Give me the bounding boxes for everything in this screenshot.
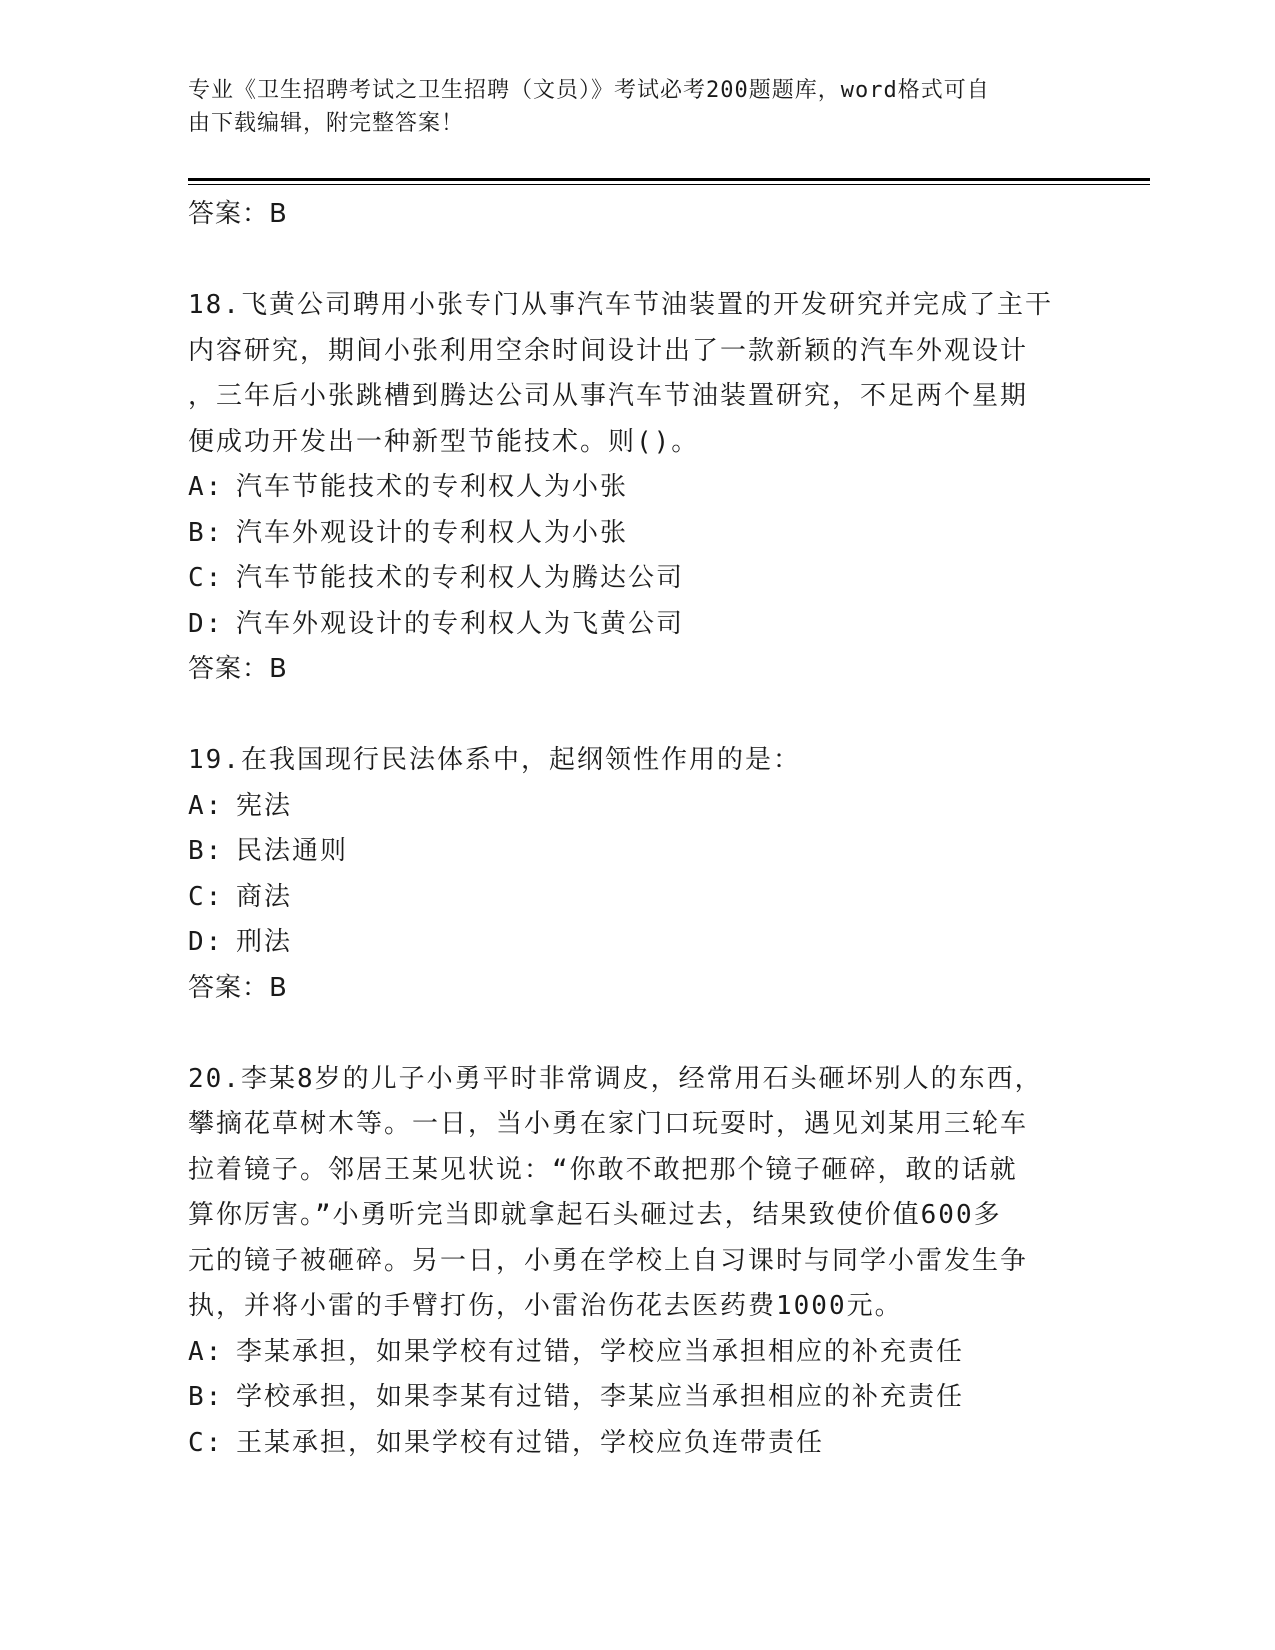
option-text: 刑法	[236, 927, 293, 957]
question-20	[188, 1057, 1088, 1467]
spacer	[188, 238, 1088, 284]
question-text-line: 攀摘花草树木等。一日，当小勇在家门口玩耍时，遇见刘某用三轮车	[188, 1109, 1029, 1139]
option-letter: D:	[188, 927, 224, 957]
option-text: 李某承担，如果学校有过错，学校应当承担相应的补充责任	[236, 1336, 965, 1367]
question-text-line: ，三年后小张跳槽到腾达公司从事汽车节油装置研究，不足两个星期	[188, 381, 1029, 411]
option-c	[188, 1421, 1088, 1467]
option-text: 宪法	[236, 790, 293, 821]
option-letter: A:	[188, 472, 224, 502]
option-a	[188, 1330, 1088, 1376]
document-body	[188, 192, 1088, 1466]
option-letter: A:	[188, 1336, 224, 1367]
option-letter: B:	[188, 517, 224, 548]
option-text: 汽车节能技术的专利权人为小张	[236, 472, 629, 502]
spacer	[188, 693, 1088, 739]
option-letter: B:	[188, 1382, 224, 1412]
option-letter: D:	[188, 608, 224, 639]
spacer	[188, 1011, 1088, 1057]
header-line-1: 专业《卫生招聘考试之卫生招聘（文员）》考试必考200题题库，word格式可自	[188, 78, 990, 103]
question-text-line: 20.李某8岁的儿子小勇平时非常调皮，经常用石头砸坏别人的东西，	[188, 1063, 1043, 1094]
question-text-line: 算你厉害。”小勇听完当即就拿起石头砸过去，结果致使价值600多	[188, 1200, 1002, 1230]
option-d	[188, 602, 1088, 648]
option-b	[188, 1375, 1088, 1421]
option-letter: B:	[188, 836, 224, 866]
option-text: 民法通则	[236, 836, 349, 866]
option-b	[188, 511, 1088, 557]
question-text-line: 执，并将小雷的手臂打伤，小雷治伤花去医药费1000元。	[188, 1291, 903, 1321]
header-divider-thick	[188, 178, 1150, 181]
option-d	[188, 920, 1088, 966]
question-text-line: 元的镜子被砸碎。另一日，小勇在学校上自习课时与同学小雷发生争	[188, 1245, 1029, 1276]
question-text-line: 便成功开发出一种新型节能技术。则()。	[188, 426, 700, 457]
answer-18: 答案：B	[188, 654, 288, 684]
option-letter: C:	[188, 1427, 224, 1458]
document-header	[188, 74, 1068, 140]
question-text-line: 拉着镜子。邻居王某见状说：“你敢不敢把那个镜子砸碎，敢的话就	[188, 1154, 1018, 1185]
option-b	[188, 829, 1088, 875]
header-line-2: 由下载编辑，附完整答案！	[188, 111, 465, 136]
option-text: 商法	[236, 881, 293, 912]
question-text-line: 内容研究，期间小张利用空余时间设计出了一款新颖的汽车外观设计	[188, 335, 1029, 366]
option-c	[188, 556, 1088, 602]
question-19	[188, 738, 1088, 1011]
question-text-line: 19.在我国现行民法体系中，起纲领性作用的是：	[188, 745, 801, 775]
question-text-line: 18.飞黄公司聘用小张专门从事汽车节油装置的开发研究并完成了主干	[188, 290, 1053, 320]
option-text: 汽车节能技术的专利权人为腾达公司	[236, 563, 685, 593]
option-letter: C:	[188, 881, 224, 912]
answer-19: 答案：B	[188, 972, 288, 1003]
option-text: 汽车外观设计的专利权人为小张	[236, 517, 629, 548]
header-divider-thin	[188, 184, 1150, 185]
previous-answer: 答案：B	[188, 199, 288, 229]
option-text: 王某承担，如果学校有过错，学校应负连带责任	[236, 1427, 825, 1458]
option-a	[188, 784, 1088, 830]
option-letter: A:	[188, 790, 224, 821]
option-c	[188, 875, 1088, 921]
option-a	[188, 465, 1088, 511]
question-18	[188, 283, 1088, 693]
option-text: 学校承担，如果李某有过错，李某应当承担相应的补充责任	[236, 1382, 965, 1412]
option-letter: C:	[188, 563, 224, 593]
option-text: 汽车外观设计的专利权人为飞黄公司	[236, 608, 685, 639]
